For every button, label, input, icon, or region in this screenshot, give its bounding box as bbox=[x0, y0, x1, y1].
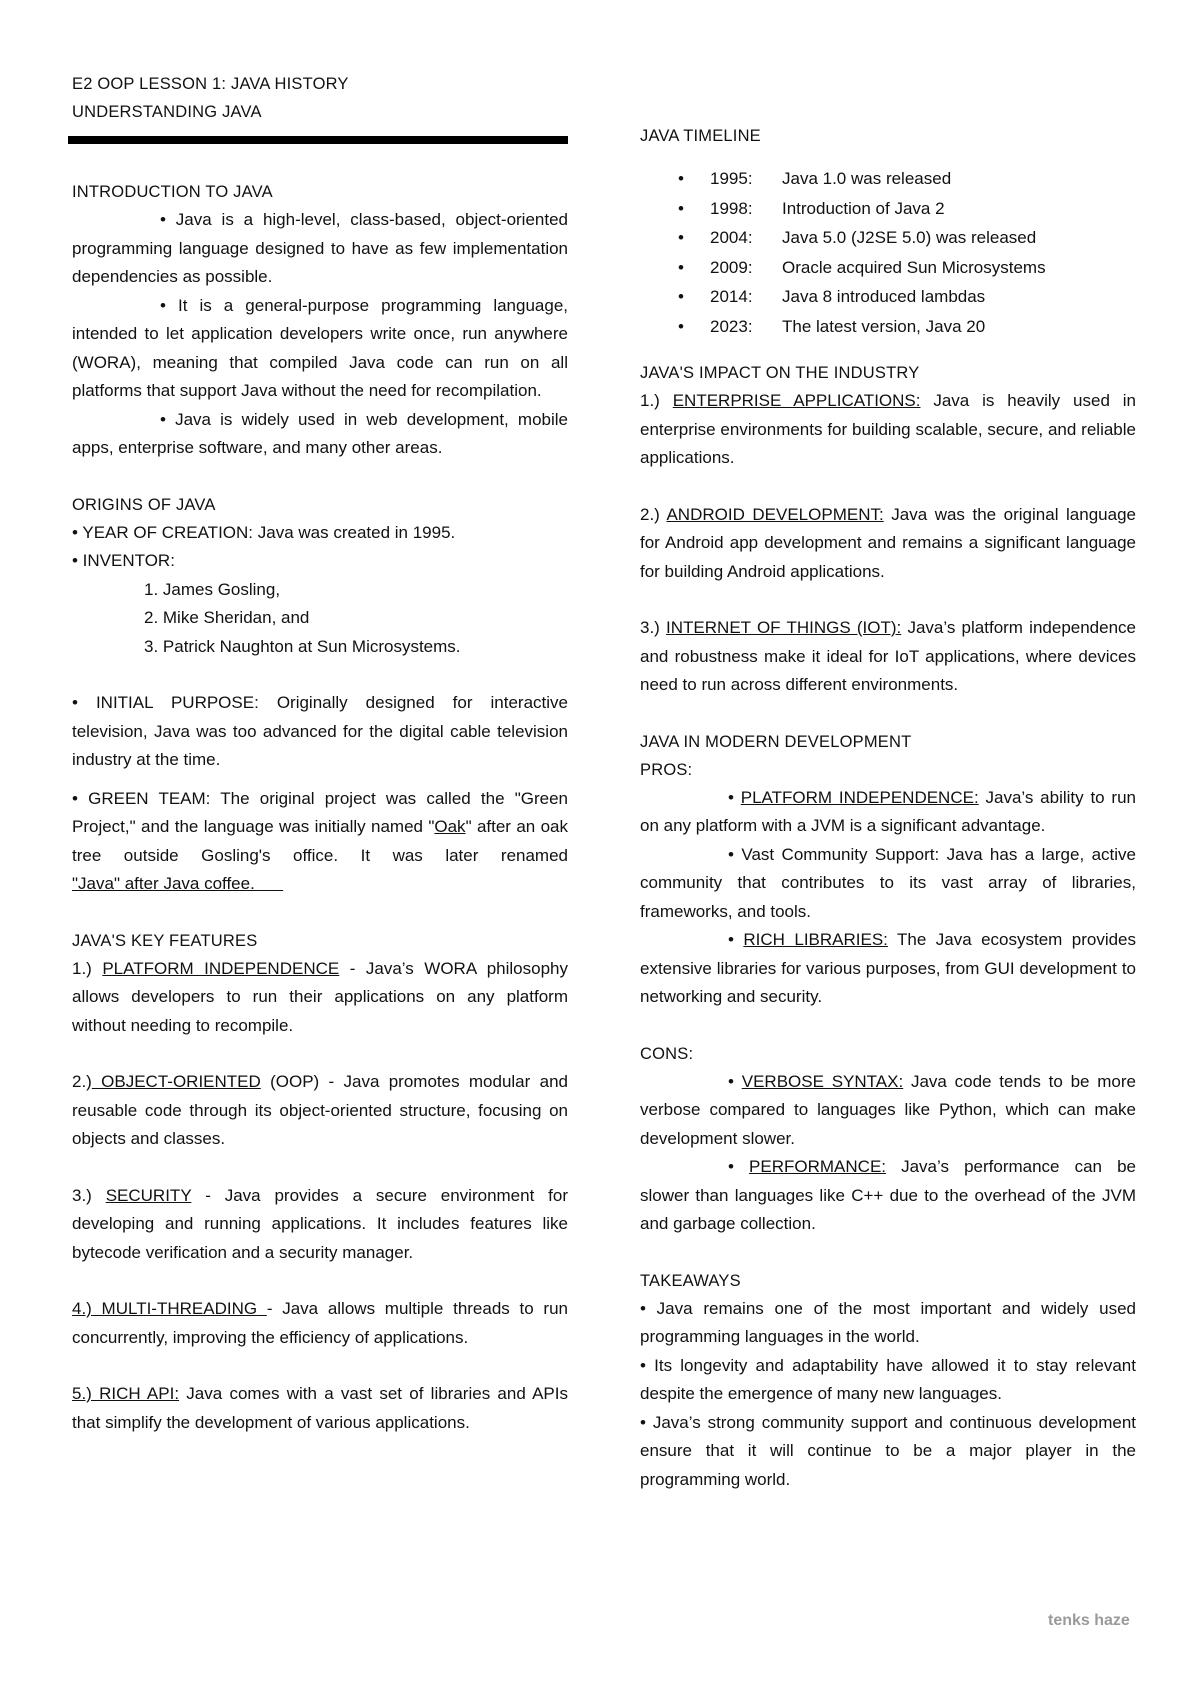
impact-2-num: 2.) bbox=[640, 504, 667, 524]
timeline-year: 2009: bbox=[710, 257, 753, 277]
feature-1-text: - Java’s WORA philosophy allows developers to run their applications on any platform without needing to recompile. bbox=[72, 958, 568, 1035]
takeaway-2: • Its longevity and adaptability have allowed it to stay relevant despite the emergence of many new languages. bbox=[640, 1355, 1136, 1403]
feature-3-num: 3.) bbox=[72, 1185, 106, 1205]
intro-bullet-3: • Java is widely used in web development, mobile apps, enterprise software, and many other areas. bbox=[72, 409, 568, 457]
pro-3-name: RICH LIBRARIES: bbox=[743, 930, 888, 949]
impact-2-name: ANDROID DEVELOPMENT: bbox=[666, 504, 884, 524]
pro-3-text: The Java ecosystem provides extensive libraries for various purposes, from GUI development to networking and security. bbox=[640, 930, 1137, 1006]
left-column bbox=[72, 0, 568, 1437]
purpose-label: • INITIAL PURPOSE: bbox=[72, 693, 259, 712]
timeline-year: 1998: bbox=[710, 198, 753, 218]
feature-3-name: SECURITY bbox=[105, 1185, 192, 1205]
header-divider bbox=[68, 136, 568, 144]
pro-1-bullet: • bbox=[728, 787, 741, 807]
modern-heading: JAVA IN MODERN DEVELOPMENT bbox=[640, 732, 912, 751]
impact-3-num: 3.) bbox=[640, 618, 667, 637]
takeaway-1: • Java remains one of the most important and widely used programming languages in the world. bbox=[640, 1298, 1136, 1346]
inventor-3: 3. Patrick Naughton at Sun Microsystems. bbox=[144, 636, 461, 656]
intro-heading: INTRODUCTION TO JAVA bbox=[72, 183, 273, 201]
right-column bbox=[640, 0, 1136, 1494]
pro-2: • Vast Community Support: Java has a large, active community that contributes to its vast array of libraries, frameworks, and tools. bbox=[640, 844, 1136, 921]
inventor-2: 2. Mike Sheridan, and bbox=[144, 608, 310, 627]
origins-inventor-label: • INVENTOR: bbox=[72, 551, 175, 570]
feature-4-text: - Java allows multiple threads to run concurrently, improving the efficiency of applications. bbox=[72, 1299, 568, 1347]
origins-year-text: Java was created in 1995. bbox=[253, 522, 456, 542]
green-text-a: The original project was called the "Green Project," and the language was initially named " bbox=[72, 788, 569, 836]
origins-year bbox=[72, 519, 568, 548]
feature-5-name: 5.) RICH API: bbox=[72, 1384, 180, 1403]
timeline-text: Java 1.0 was released bbox=[782, 169, 952, 188]
impact-1-name: ENTERPRISE APPLICATIONS: bbox=[672, 391, 921, 410]
pro-3 bbox=[640, 926, 1136, 1012]
feature-5-text: Java comes with a vast set of libraries and APIs that simplify the development of various applications. bbox=[72, 1384, 568, 1432]
impact-1-text: Java is heavily used in enterprise environments for building scalable, secure, and reliable applications. bbox=[640, 391, 1136, 467]
timeline-text: The latest version, Java 20 bbox=[782, 316, 986, 336]
cons-label: CONS: bbox=[640, 1044, 694, 1063]
impact-3-name: INTERNET OF THINGS (IOT): bbox=[666, 618, 902, 637]
inventor-1: 1. James Gosling, bbox=[144, 579, 281, 599]
bullet-icon: • bbox=[678, 169, 684, 188]
footer-credit: tenks haze bbox=[1048, 1612, 1130, 1629]
timeline-heading: JAVA TIMELINE bbox=[640, 127, 761, 145]
feature-2-name: OBJECT-ORIENTED bbox=[91, 1072, 261, 1091]
bullet-icon: • bbox=[678, 257, 684, 277]
feature-1 bbox=[72, 955, 568, 1041]
con-2-bullet: • bbox=[728, 1157, 750, 1176]
timeline-item bbox=[640, 223, 1136, 253]
feature-2 bbox=[72, 1068, 568, 1154]
impact-1 bbox=[640, 387, 1136, 473]
feature-4 bbox=[72, 1295, 568, 1352]
con-1-text: Java code tends to be more verbose compared to languages like Python, which can make development slower. bbox=[640, 1071, 1136, 1148]
purpose-text: Originally designed for interactive television, Java was too advanced for the digital cable television industry at the time. bbox=[72, 693, 568, 769]
con-1 bbox=[640, 1068, 1136, 1154]
intro-bullet-1: • Java is a high-level, class-based, object-oriented programming language designed to have as few implementation dependencies as possible. bbox=[72, 210, 568, 286]
feature-2-text: (OOP) - Java promotes modular and reusable code through its object-oriented structure, focusing on objects and classes. bbox=[72, 1072, 568, 1148]
timeline-item bbox=[640, 194, 1136, 224]
timeline-text: Oracle acquired Sun Microsystems bbox=[782, 257, 1046, 277]
origins-year-label: • YEAR OF CREATION: bbox=[72, 522, 254, 542]
takeaway-3: • Java’s strong community support and continuous development ensure that it will continue to be a major player in the programming world. bbox=[640, 1412, 1136, 1489]
bullet-icon: • bbox=[678, 316, 684, 336]
feature-4-name: 4.) MULTI-THREADING bbox=[72, 1299, 267, 1318]
impact-3 bbox=[640, 614, 1136, 700]
feature-2-num: 2.) bbox=[72, 1072, 92, 1091]
bullet-icon: • bbox=[678, 228, 684, 247]
impact-2-text: Java was the original language for Android app development and remains a significant language for building Android applications. bbox=[640, 504, 1136, 581]
origins-heading: ORIGINS OF JAVA bbox=[72, 495, 216, 514]
impact-3-text: Java’s platform independence and robustness make it ideal for IoT applications, where devices need to run across different environments. bbox=[640, 618, 1136, 694]
timeline-text: Java 8 introduced lambdas bbox=[782, 287, 986, 306]
bullet-icon: • bbox=[678, 198, 684, 218]
green-text-b: " after an oak tree outside Gosling's office. It was later renamed bbox=[72, 817, 568, 865]
takeaways-heading: TAKEAWAYS bbox=[640, 1271, 741, 1290]
feature-3 bbox=[72, 1182, 568, 1268]
pros-label: PROS: bbox=[640, 760, 693, 779]
timeline-item bbox=[640, 282, 1136, 312]
timeline-list bbox=[640, 164, 1136, 341]
con-1-bullet: • bbox=[728, 1071, 742, 1091]
con-2-text: Java’s performance can be slower than languages like C++ due to the overhead of the JVM and garbage collection. bbox=[640, 1157, 1136, 1233]
impact-2 bbox=[640, 501, 1136, 587]
con-2-name: PERFORMANCE: bbox=[749, 1157, 887, 1176]
doc-subtitle: UNDERSTANDING JAVA bbox=[72, 103, 262, 121]
feature-3-text: - Java provides a secure environment for developing and running applications. It includes features like bytecode verification and a security manager. bbox=[72, 1185, 569, 1262]
timeline-year: 2014: bbox=[710, 287, 753, 306]
feature-5 bbox=[72, 1380, 568, 1437]
origins-purpose bbox=[72, 689, 568, 775]
con-1-name: VERBOSE SYNTAX: bbox=[741, 1071, 904, 1091]
origins-green-team bbox=[72, 785, 568, 899]
impact-1-num: 1.) bbox=[640, 391, 673, 410]
impact-heading: JAVA'S IMPACT ON THE INDUSTRY bbox=[640, 364, 920, 382]
intro-bullet-2: • It is a general-purpose programming language, intended to let application developers write once, run anywhere (WORA), meaning that compiled Java code can run on all platforms that support Java without the need for recompilation. bbox=[72, 295, 568, 400]
pro-1-name: PLATFORM INDEPENDENCE: bbox=[740, 787, 979, 807]
features-heading: JAVA'S KEY FEATURES bbox=[72, 931, 258, 950]
green-label: • GREEN TEAM: bbox=[72, 788, 211, 808]
feature-1-num: 1.) bbox=[72, 958, 103, 978]
timeline-year: 2023: bbox=[710, 316, 753, 336]
doc-title: E2 OOP LESSON 1: JAVA HISTORY bbox=[72, 75, 349, 93]
timeline-item bbox=[640, 164, 1136, 194]
con-2 bbox=[640, 1153, 1136, 1239]
pro-3-bullet: • bbox=[728, 930, 744, 949]
timeline-item bbox=[640, 312, 1136, 342]
bullet-icon: • bbox=[678, 287, 684, 306]
timeline-year: 1995: bbox=[710, 169, 753, 188]
green-oak: Oak bbox=[434, 817, 466, 836]
pro-1 bbox=[640, 784, 1136, 841]
timeline-year: 2004: bbox=[710, 228, 753, 247]
feature-1-name: PLATFORM INDEPENDENCE bbox=[102, 958, 340, 978]
timeline-item bbox=[640, 253, 1136, 283]
timeline-text: Java 5.0 (J2SE 5.0) was released bbox=[782, 228, 1037, 247]
green-text-c: "Java" after Java coffee. bbox=[72, 874, 284, 893]
pro-1-text: Java’s ability to run on any platform with a JVM is a significant advantage. bbox=[640, 787, 1137, 835]
timeline-text: Introduction of Java 2 bbox=[782, 198, 945, 218]
